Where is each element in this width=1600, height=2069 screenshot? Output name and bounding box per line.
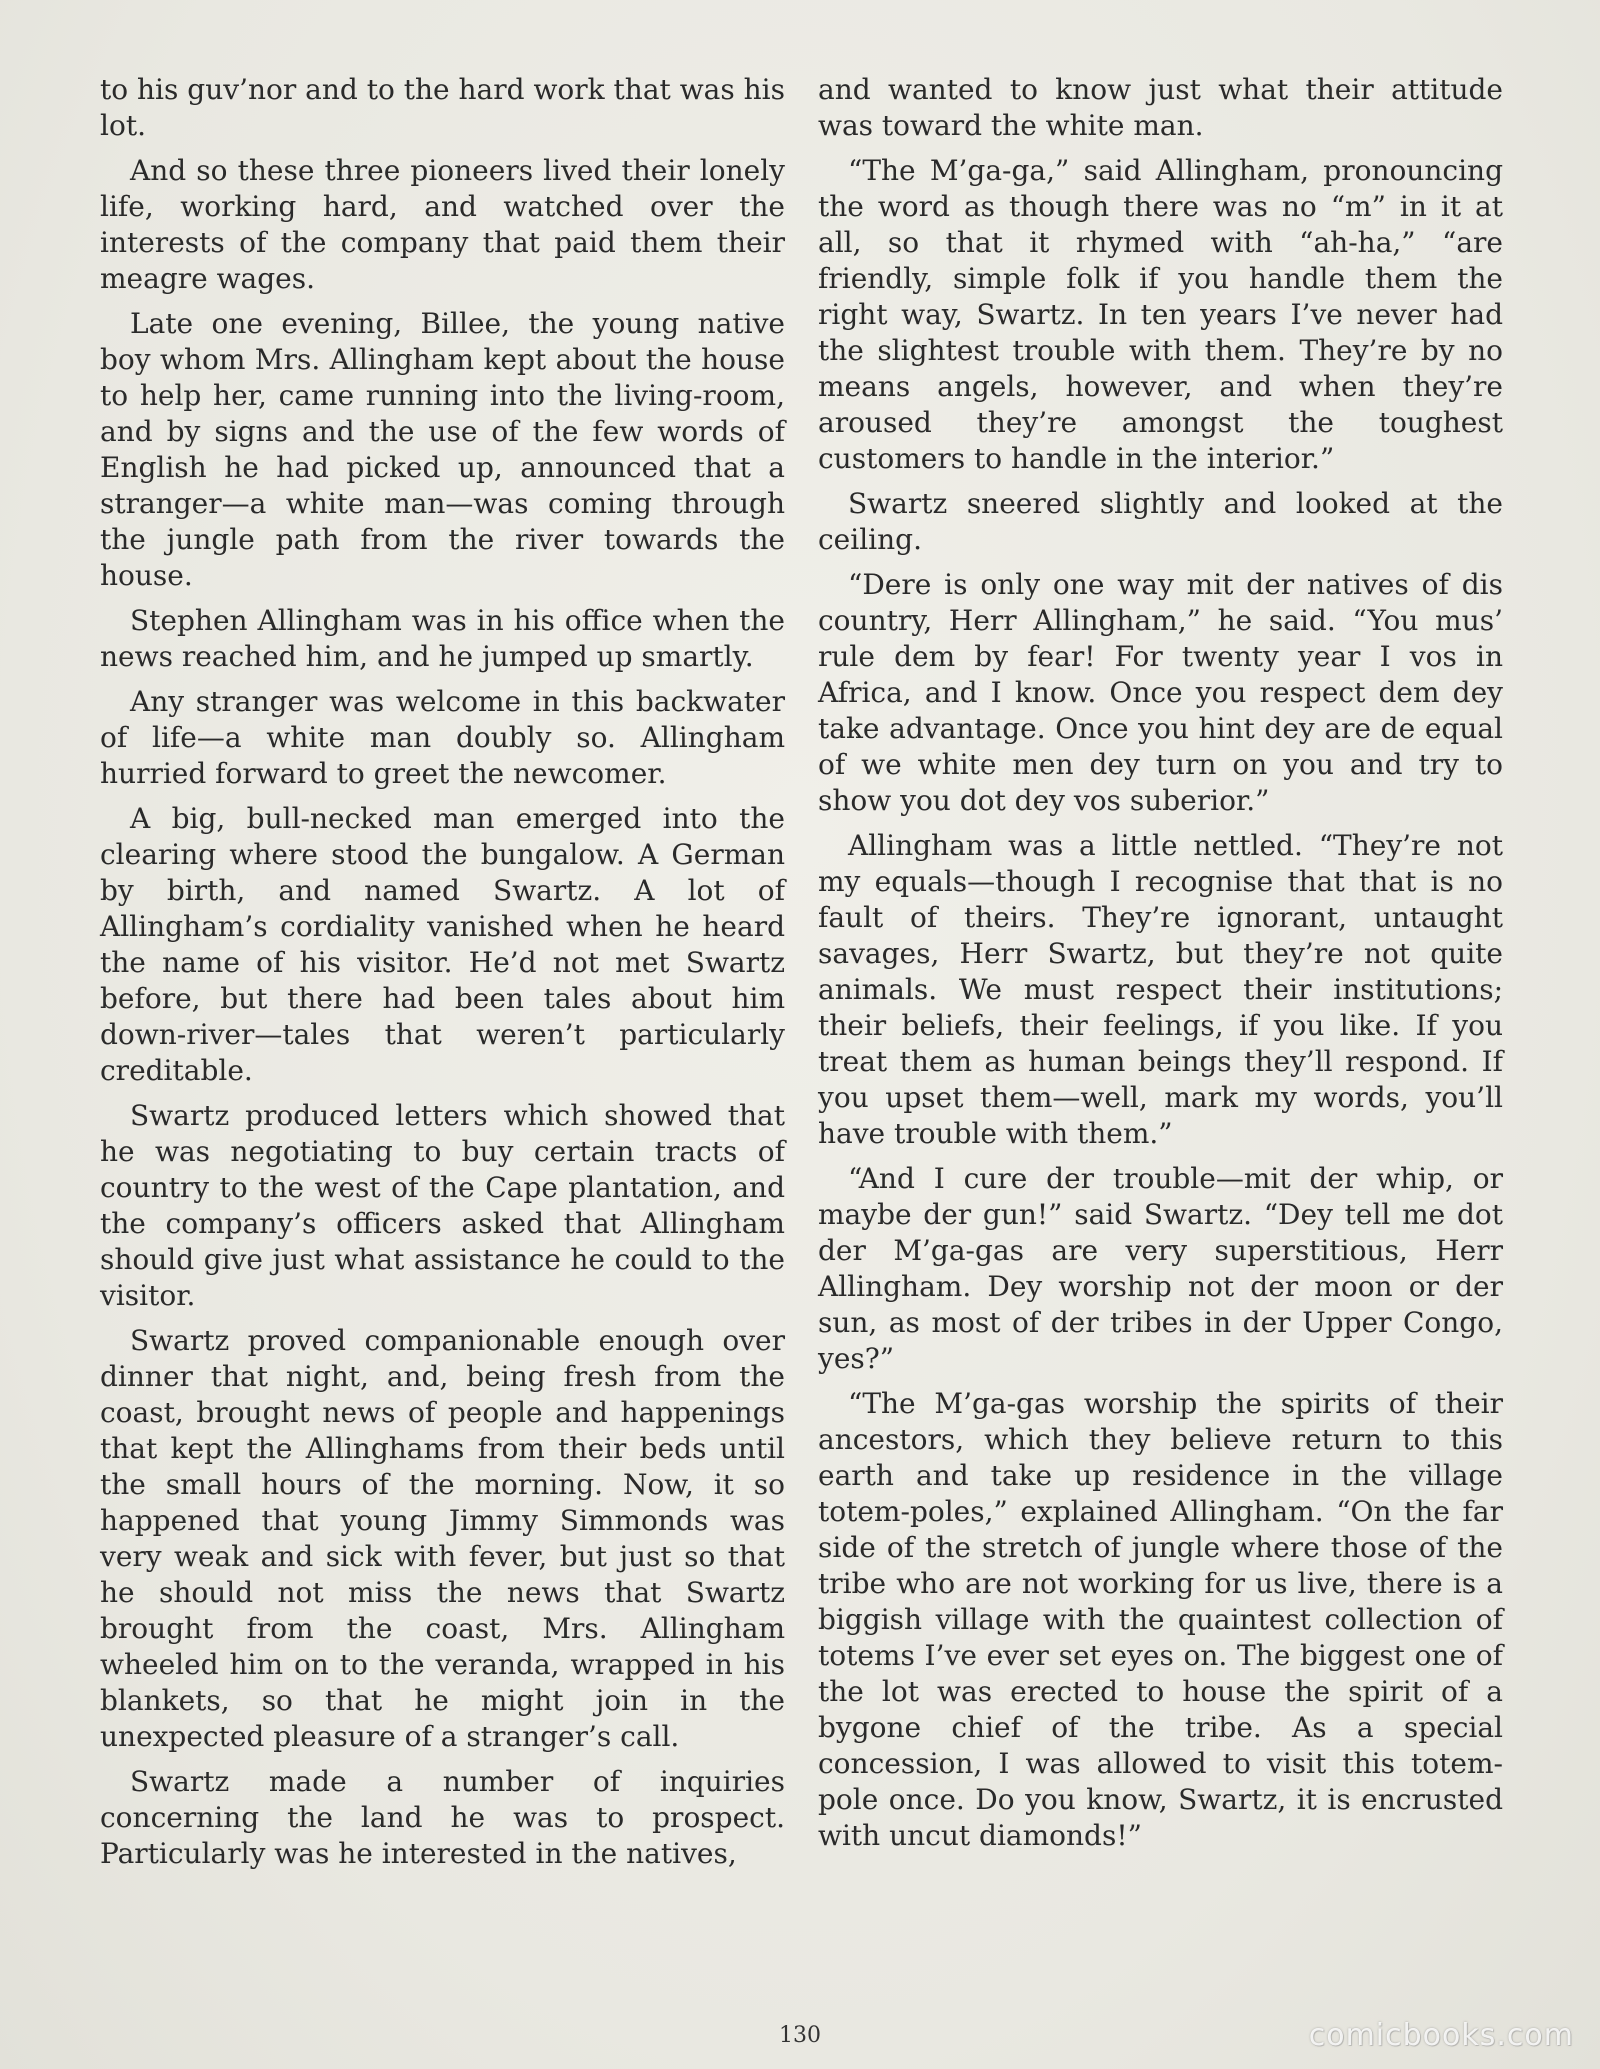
paragraph: “The M’ga-gas worship the spirits of their ancestors, which they believe return to this earth and take up residence in the village totem-poles,” explained Allingham. “On the far side of the stretch of jungle where those of the tribe who are not working for us live, there is a biggish village with the quaintest collection of totems I’ve ever set eyes on. The biggest one of the lot was erected to house the spirit of a bygone chief of the tribe. As a special concession, I was allowed to visit this totem-pole once. Do you know, Swartz, it is encrusted with uncut diamonds!” <box>818 1387 1503 1852</box>
paragraph: Allingham was a little nettled. “They’re not my equals—though I recognise that that is no fault of theirs. They’re ignorant, untaught savages, Herr Swartz, but they’re not quite animals. We must respect their institutions; their beliefs, their feelings, if you like. If you treat them as human beings they’ll respond. If you upset them—well, mark my words, you’ll have trouble with them.” <box>818 829 1503 1150</box>
paragraph: Swartz produced letters which showed that he was negotiating to buy certain tracts of country to the west of the Cape plantation, and the company’s officers asked that Allingham should give just what assistance he could to the visitor. <box>100 1099 785 1312</box>
paragraph: A big, bull-necked man emerged into the clearing where stood the bungalow. A German by birth, and named Swartz. A lot of Allingham’s cordiality vanished when he heard the name of his visitor. He’d not met Swartz before, but there had been tales about him down-river—tales that weren’t particularly creditable. <box>100 802 785 1087</box>
watermark: comicbooks.com <box>1308 2018 1574 2053</box>
paragraph: Late one evening, Billee, the young native boy whom Mrs. Allingham kept about the house to help her, came running into the living-room, and by signs and the use of the few words of English he had picked up, announced that a stranger—a white man—was coming through the jungle path from the river towards the house. <box>100 307 785 592</box>
paragraph: “And I cure der trouble—mit der whip, or maybe der gun!” said Swartz. “Dey tell me dot der M’ga-gas are very superstitious, Herr Allingham. Dey worship not der moon or der sun, as most of der tribes in der Upper Congo, yes?” <box>818 1162 1503 1375</box>
paragraph: And so these three pioneers lived their lonely life, working hard, and watched over the interests of the company that paid them their meagre wages. <box>100 154 785 295</box>
paragraph: “The M’ga-ga,” said Allingham, pronouncing the word as though there was no “m” in it at all, so that it rhymed with “ah-ha,” “are friendly, simple folk if you handle them the right way, Swartz. In ten years I’ve never had the slightest trouble with them. They’re by no means angels, however, and when they’re aroused they’re amongst the toughest customers to handle in the interior.” <box>818 154 1503 475</box>
paragraph: and wanted to know just what their attitude was toward the white man. <box>818 73 1503 142</box>
paragraph: Any stranger was welcome in this backwater of life—a white man doubly so. Allingham hurried forward to greet the newcomer. <box>100 685 785 790</box>
paragraph: to his guv’nor and to the hard work that was his lot. <box>100 73 785 142</box>
left-column <box>100 72 785 1881</box>
paragraph: “Dere is only one way mit der natives of dis country, Herr Allingham,” he said. “You mus’ rule dem by fear! For twenty year I vos in Africa, and I know. Once you respect dem dey take advantage. Once you hint dey are de equal of we white men dey turn on you and try to show you dot dey vos suberior.” <box>818 568 1503 817</box>
page-number: 130 <box>779 2023 821 2048</box>
paragraph: Swartz sneered slightly and looked at the ceiling. <box>818 487 1503 556</box>
right-column <box>818 72 1503 1863</box>
paragraph: Swartz proved companionable enough over dinner that night, and, being fresh from the coast, brought news of people and happenings that kept the Allinghams from their beds until the small hours of the morning. Now, it so happened that young Jimmy Simmonds was very weak and sick with fever, but just so that he should not miss the news that Swartz brought from the coast, Mrs. Allingham wheeled him on to the veranda, wrapped in his blankets, so that he might join in the unexpected pleasure of a stranger’s call. <box>100 1324 785 1753</box>
paragraph: Stephen Allingham was in his office when the news reached him, and he jumped up smartly. <box>100 604 785 673</box>
paragraph: Swartz made a number of inquiries concerning the land he was to prospect. Particularly was he interested in the natives, <box>100 1765 785 1870</box>
